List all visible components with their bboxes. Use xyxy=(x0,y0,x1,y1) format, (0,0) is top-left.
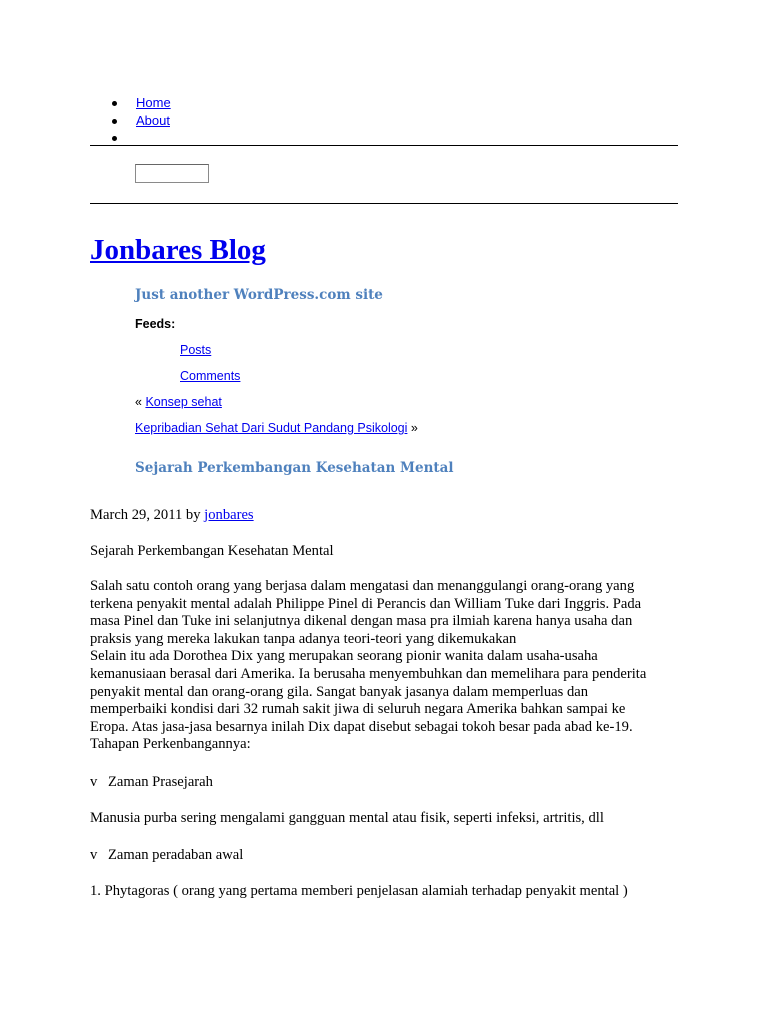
section-zaman-prasejarah xyxy=(90,774,680,792)
list-mark: v xyxy=(90,774,98,790)
paragraph-line: Salah satu contoh orang yang berjasa dalam mengatasi dan menanggulangi orang-orang yang xyxy=(90,578,635,594)
author-link[interactable]: jonbares xyxy=(204,507,254,523)
nav-link-about[interactable]: About xyxy=(136,112,170,128)
paragraph-line: memperbaiki kondisi dari 32 rumah sakit jiwa di seluruh negara Amerika bahkan sampai ke xyxy=(90,701,626,718)
nav-item-empty xyxy=(110,129,171,147)
post-title: Sejarah Perkembangan Kesehatan Mental xyxy=(135,460,454,476)
site-title xyxy=(90,232,266,268)
section-zaman-peradaban xyxy=(90,847,680,865)
feed-link-comments[interactable]: Comments xyxy=(180,369,241,383)
next-post-nav xyxy=(135,420,418,436)
post-meta xyxy=(90,507,680,525)
paragraph-line: Tahapan Perkenbangannya: xyxy=(90,736,251,753)
paragraph-line: Eropa. Atas jasa-jasa besarnya inilah Dix dapat disebut sebagai tokoh besar pada abad ke-19. xyxy=(90,718,633,735)
paragraph-manusia: Manusia purba sering mengalami gangguan mental atau fisik, seperti infeksi, artritis, dll xyxy=(90,810,604,826)
next-arrow: » xyxy=(410,421,418,435)
paragraph-phytagoras: 1. Phytagoras ( orang yang pertama memberi penjelasan alamiah terhadap penyakit mental ) xyxy=(90,883,628,899)
paragraph-line: penyakit mental dan orang-orang gila. Sangat banyak jasanya dalam memperluas dan xyxy=(90,683,589,700)
feed-link-posts[interactable]: Posts xyxy=(180,343,212,357)
site-tagline: Just another WordPress.com site xyxy=(135,287,383,303)
bullet-icon xyxy=(112,136,117,141)
search-input[interactable] xyxy=(135,164,209,183)
post-heading-line: Sejarah Perkembangan Kesehatan Mental xyxy=(90,543,334,559)
paragraph-line: praksis yang mereka lakukan tanpa adanya teori-teori yang dikemukakan xyxy=(90,630,517,647)
section-label: Zaman Prasejarah xyxy=(108,774,213,790)
post-date-by: March 29, 2011 by xyxy=(90,507,201,523)
paragraph-line: masa Pinel dan Tuke ini selanjutnya dikenal dengan masa pra ilmiah karena hanya usaha dan xyxy=(90,613,633,630)
section-label: Zaman peradaban awal xyxy=(108,847,244,863)
bullet-icon xyxy=(112,119,117,124)
nav-item-about xyxy=(110,112,171,130)
paragraph-line: Selain itu ada Dorothea Dix yang merupakan seorang pionir wanita dalam usaha-usaha xyxy=(90,648,598,665)
list-mark: v xyxy=(90,847,98,863)
bullet-icon xyxy=(112,101,117,106)
top-nav xyxy=(110,94,171,147)
nav-item-home xyxy=(110,94,171,112)
divider-top xyxy=(90,145,678,146)
prev-arrow: « xyxy=(135,395,142,409)
feed-item-posts xyxy=(180,342,211,358)
previous-post-nav xyxy=(135,394,222,410)
post-main-paragraph xyxy=(90,578,680,754)
previous-post-link[interactable]: Konsep sehat xyxy=(145,395,222,409)
nav-link-home[interactable]: Home xyxy=(136,95,171,110)
paragraph-line: terkena penyakit mental adalah Philippe Pinel di Perancis dan William Tuke dari Inggris. Pada xyxy=(90,595,642,612)
divider-bottom xyxy=(90,203,678,204)
feeds-label: Feeds: xyxy=(135,317,176,331)
paragraph-line: kemanusiaan berasal dari Amerika. Ia berusaha menyembuhkan dan memelihara para penderita xyxy=(90,665,647,682)
next-post-link[interactable]: Kepribadian Sehat Dari Sudut Pandang Psikologi xyxy=(135,421,408,435)
feed-item-comments xyxy=(180,368,240,384)
site-title-link[interactable]: Jonbares Blog xyxy=(90,234,266,266)
